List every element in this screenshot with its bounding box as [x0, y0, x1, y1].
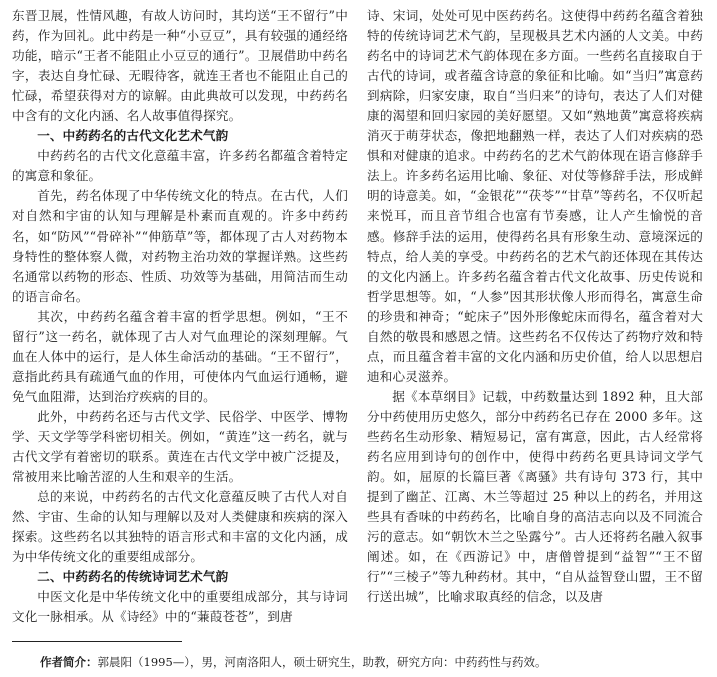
body-paragraph: 据《本草纲目》记载，中药数量达到 1892 种，且大部分中药使用历史悠久，部分中药药名已存在 2000 多年。这些药名生动形象、精短易记，富有寓意，因此，古人经常将药名应用到诗句的创作中，使得中药药名更具诗词文学气韵。如，屈原的长篇巨著《离骚》共有诗句 373 行，其中提到了幽芷、江离、木兰等超过 25 种以上的药名，并用这些具有香味的中药药名，比喻自身的高洁志向以及不同流合污的意志。如“朝饮木兰之坠露兮”。古人还将药名融入叙事阐述。如，在《西游记》中，唐僧曾提到“益智”“王不留行”“三棱子”等九种药材。其中，“自从益智登山盟，王不留行送出城”，比喻求取真经的信念，以及唐 — [367, 388, 703, 605]
body-paragraph: 总的来说，中药药名的古代文化意蕴反映了古代人对自然、宇宙、生命的认知与理解以及对人类健康和疾病的深入探索。这些药名以其独特的语言形式和丰富的文化内涵，成为中华传统文化的重要组成部分。 — [12, 489, 348, 565]
body-paragraph: 中药药名的古代文化意蕴丰富，许多药名都蕴含着特定的寓意和象征。 — [12, 148, 348, 184]
author-footnote — [40, 654, 547, 670]
section-heading-2: 二、中药药名的传统诗词艺术气韵 — [37, 569, 229, 585]
body-paragraph: 中医文化是中华传统文化中的重要组成部分，其与诗词文化一脉相承。从《诗经》中的“蒹葭苍苍”，到唐 — [12, 589, 348, 625]
body-paragraph: 其次，中药药名蕴含着丰富的哲学思想。例如，“王不留行”这一药名，就体现了古人对气血理论的深刻理解。气血在人体中的运行，是人体生命活动的基础。“王不留行”，意指此药具有疏通气血的作用，可使体内气血运行通畅，避免气血阻滞，达到治疗疾病的目的。 — [12, 308, 348, 404]
right-column — [367, 6, 703, 607]
continued-paragraph: 诗、宋词，处处可见中医药药名。这使得中药药名蕴含着独特的传统诗词艺术气韵，呈现极具艺术内涵的人文美。中药药名中的诗词艺术气韵体现在多方面。一些药名直接取自于古代的诗词，或者蕴含诗意的象征和比喻。如“当归”寓意药到病除，归家安康，取自“当归来”的诗句，表达了人们对健康的渴望和回归家园的美好愿望。又如“熟地黄”寓意将疾病消灭于萌芽状态，像把地翻熟一样，表达了人们对疾病的恐惧和对健康的追求。中药药名的艺术气韵体现在语言修辞手法上。许多药名运用比喻、象征、对仗等修辞手法，形成鲜明的诗意美。如，“金银花”“茯苓”“甘草”等药名，不仅听起来悦耳，而且音节组合也富有节奏感，让人产生愉悦的音感。修辞手法的运用，使得药名具有形象生动、意境深远的特点，给人美的享受。中药药名的艺术气韵还体现在其传达的文化内涵上。许多药名蕴含着古代文化故事、历史传说和哲学思想等。如，“人参”因其形状像人形而得名，寓意生命的珍贵和神奇；“蛇床子”因外形像蛇床而得名，蕴含着对大自然的敬畏和感恩之情。这些药名不仅传达了药物疗效和特点，而且蕴含着丰富的文化内涵和历史价值，给人以思想启迪和心灵滋养。 — [367, 8, 703, 384]
body-paragraph: 此外，中药药名还与古代文学、民俗学、中医学、博物学、天文学等学科密切相关。例如，“黄连”这一药名，就与古代文学有着密切的联系。黄连在古代文学中被广泛提及，常被用来比喻苦涩的人生和艰辛的生活。 — [12, 408, 348, 485]
section-heading-1: 一、中药药名的古代文化艺术气韵 — [37, 128, 229, 144]
body-paragraph: 首先，药名体现了中华传统文化的特点。在古代，人们对自然和宇宙的认知与理解是朴素而直观的。许多中药药名，如“防风”“骨碎补”“伸筋草”等，都体现了古人对药物本身特性的整体察人微，对药物主治功效的掌握详熟。这些药名通常以药物的形态、性质、功效等为基础，用简洁而生动的语言命名。 — [12, 188, 348, 304]
footnote-divider — [12, 641, 182, 642]
footnote-label: 作者简介： — [40, 655, 98, 669]
footnote-text: 郭晨阳（1995—），男，河南洛阳人，硕士研究生，助教，研究方向：中药药性与药效。 — [97, 655, 547, 669]
intro-paragraph: 东晋卫展，性情风趣，有故人访问时，其均送“王不留行”中药，作为回礼。此中药是一种“小豆豆”，具有较强的通经络功能，暗示“王者不能阻止小豆豆的通行”。卫展借助中药名字，表达自身忙碌、无暇待客，就连王者也不能阻止自己的忙碌，希望获得对方的谅解。由此典故可以发现，中药药名中含有的文化内涵、名人故事值得探究。 — [12, 8, 348, 124]
left-column — [12, 6, 348, 627]
